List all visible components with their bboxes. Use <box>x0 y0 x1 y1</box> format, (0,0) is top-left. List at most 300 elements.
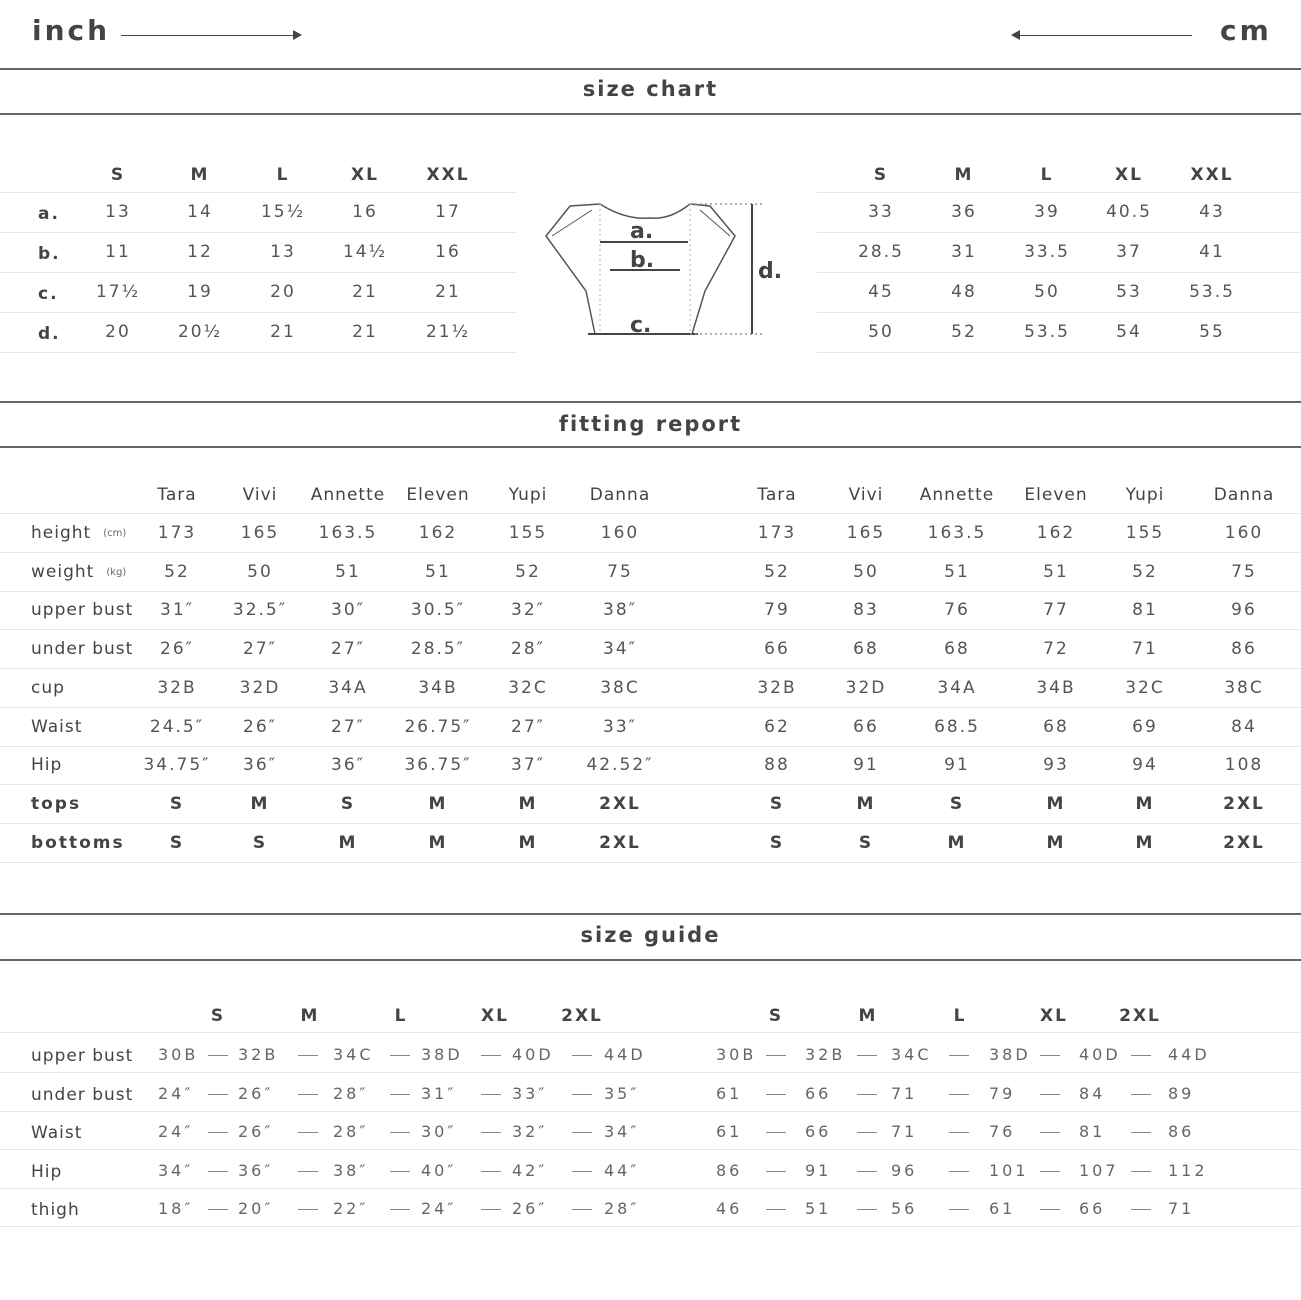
size-header: M <box>858 1006 878 1026</box>
range-dash <box>857 1171 877 1172</box>
inch-value: 20½ <box>177 322 223 342</box>
range-dash <box>298 1171 318 1172</box>
cm-value: 66 <box>764 639 790 660</box>
cm-value: 88 <box>764 755 790 776</box>
size-header: L <box>276 165 290 185</box>
size-header: S <box>873 165 889 185</box>
size-header: 2XL <box>1119 1006 1161 1026</box>
cm-value: 61 <box>716 1083 743 1103</box>
cm-value: 66 <box>853 716 879 737</box>
row-divider <box>0 513 1301 514</box>
inch-value: 14½ <box>342 242 388 262</box>
inch-value: 26″ <box>160 639 194 660</box>
inch-value: S <box>169 832 185 853</box>
cm-value: 32B <box>805 1045 846 1064</box>
section-divider <box>0 68 1301 70</box>
cm-value: 71 <box>891 1083 918 1103</box>
garment-diagram <box>540 196 800 346</box>
range-dash <box>208 1094 228 1095</box>
range-dash <box>572 1055 592 1056</box>
cm-value: 50 <box>853 561 879 582</box>
model-name: Tara <box>757 485 797 505</box>
cm-value: 89 <box>1168 1083 1195 1103</box>
row-unit: (kg) <box>106 566 127 578</box>
cm-value: 43 <box>1199 202 1225 222</box>
row-divider <box>0 1188 1301 1189</box>
range-dash <box>1131 1094 1151 1095</box>
size-header: XXL <box>426 165 470 185</box>
row-divider <box>0 784 1301 785</box>
size-header: M <box>300 1006 320 1026</box>
row-label-text: weight <box>31 561 95 582</box>
inch-value: 31″ <box>421 1083 457 1103</box>
arrow-head-left-icon <box>1011 30 1020 40</box>
cm-value: 68.5 <box>934 716 980 737</box>
cm-value: 30B <box>716 1045 757 1064</box>
inch-value: 155 <box>508 523 548 543</box>
range-dash <box>766 1132 786 1133</box>
range-dash <box>1040 1171 1060 1172</box>
cm-value: 108 <box>1224 755 1264 776</box>
inch-value: 35″ <box>604 1083 640 1103</box>
cm-value: 71 <box>1168 1199 1195 1218</box>
inch-value: 28.5″ <box>410 639 466 660</box>
cm-value: 66 <box>805 1122 832 1141</box>
range-dash <box>481 1055 501 1056</box>
inch-value: 173 <box>157 523 197 543</box>
fitting-row-label <box>31 639 133 659</box>
inch-value: 32B <box>238 1045 279 1064</box>
cm-value: 32B <box>757 677 797 698</box>
range-dash <box>572 1209 592 1210</box>
inch-value: 20 <box>270 282 296 302</box>
range-dash <box>208 1171 228 1172</box>
cm-value: 52 <box>764 561 790 582</box>
inch-value: 26″ <box>512 1199 548 1218</box>
row-label-text: under bust <box>31 639 134 660</box>
model-name: Eleven <box>1024 485 1088 505</box>
inch-value: 32.5″ <box>232 600 288 621</box>
size-header: L <box>394 1006 408 1026</box>
model-name: Danna <box>1213 485 1275 505</box>
guide-row-label: Hip <box>31 1161 63 1182</box>
inch-value: 13 <box>105 202 131 222</box>
inch-value: 34″ <box>158 1160 194 1180</box>
size-header: XL <box>481 1006 509 1026</box>
inch-value: 34B <box>418 677 458 698</box>
row-label-text: bottoms <box>31 832 125 853</box>
row-divider <box>817 352 1301 353</box>
row-label-text: Hip <box>31 755 63 776</box>
size-header: XL <box>351 165 379 185</box>
section-divider <box>0 959 1301 961</box>
cm-value: 76 <box>944 600 970 621</box>
inch-value: 36″ <box>238 1160 274 1180</box>
cm-value: 52 <box>951 322 977 342</box>
cm-value: 86 <box>1168 1122 1195 1141</box>
cm-value: 33 <box>868 202 894 222</box>
range-dash <box>949 1209 969 1210</box>
inch-unit-label: inch <box>32 14 111 47</box>
inch-value: 27″ <box>243 639 277 660</box>
cm-value: 46 <box>716 1199 743 1218</box>
cm-unit-label: cm <box>1220 14 1272 47</box>
row-divider <box>0 1149 1301 1150</box>
inch-value: 32″ <box>512 1122 548 1141</box>
inch-value: 18″ <box>158 1199 194 1218</box>
range-dash <box>572 1171 592 1172</box>
inch-value: 36″ <box>331 755 365 776</box>
model-name: Annette <box>310 485 386 505</box>
range-dash <box>208 1132 228 1133</box>
cm-value: 32D <box>845 677 887 698</box>
inch-value: 34.75″ <box>143 755 211 776</box>
cm-value: 86 <box>1231 639 1257 660</box>
inch-value: 33″ <box>603 716 637 737</box>
range-dash <box>857 1055 877 1056</box>
section-divider <box>0 113 1301 115</box>
range-dash <box>481 1171 501 1172</box>
range-dash <box>208 1209 228 1210</box>
cm-value: 93 <box>1043 755 1069 776</box>
inch-value: M <box>518 793 538 814</box>
model-name: Vivi <box>848 485 884 505</box>
range-dash <box>1040 1055 1060 1056</box>
guide-row-label: under bust <box>31 1084 134 1105</box>
cm-value: 54 <box>1116 322 1142 342</box>
cm-value: 31 <box>951 242 977 262</box>
size-chart-title: size chart <box>582 77 719 101</box>
range-dash <box>857 1094 877 1095</box>
row-label-text: cup <box>31 677 65 698</box>
range-dash <box>208 1055 228 1056</box>
inch-value: 42.52″ <box>586 755 654 776</box>
range-dash <box>857 1132 877 1133</box>
cm-value: 91 <box>944 755 970 776</box>
fitting-row-label <box>31 833 125 853</box>
range-dash <box>1131 1209 1151 1210</box>
inch-value: 21 <box>352 322 378 342</box>
cm-value: 86 <box>716 1160 743 1180</box>
row-divider <box>0 823 1301 824</box>
row-label: d. <box>38 324 61 344</box>
inch-value: 17½ <box>95 282 141 302</box>
cm-value: 51 <box>944 561 970 582</box>
inch-value: 22″ <box>333 1199 369 1218</box>
size-header: XXL <box>1190 165 1234 185</box>
cm-value: 165 <box>846 523 886 543</box>
cm-value: 94 <box>1132 755 1158 776</box>
section-divider <box>0 913 1301 915</box>
row-divider <box>0 1111 1301 1112</box>
cm-value: 2XL <box>1223 793 1265 814</box>
fitting-row-label <box>31 678 65 698</box>
cm-value: 44D <box>1168 1045 1210 1064</box>
diagram-label-b: b. <box>630 248 655 273</box>
inch-value: 30″ <box>421 1122 457 1141</box>
range-dash <box>1040 1209 1060 1210</box>
cm-value: 45 <box>868 282 894 302</box>
row-divider <box>0 552 1301 553</box>
cm-value: M <box>1135 793 1155 814</box>
row-divider <box>0 352 517 353</box>
cm-value: S <box>769 832 785 853</box>
cm-value: 53 <box>1116 282 1142 302</box>
inch-value: 27″ <box>511 716 545 737</box>
cm-value: 50 <box>1034 282 1060 302</box>
inch-value: 17 <box>435 202 461 222</box>
row-divider <box>0 629 1301 630</box>
cm-value: 91 <box>805 1160 832 1180</box>
cm-value: 68 <box>853 639 879 660</box>
diagram-label-d: d. <box>758 259 783 284</box>
cm-value: 77 <box>1043 600 1069 621</box>
inch-value: 34C <box>333 1045 374 1064</box>
inch-value: 2XL <box>599 832 641 853</box>
inch-value: 52 <box>164 561 190 582</box>
guide-row-label: upper bust <box>31 1046 134 1066</box>
cm-value: M <box>1046 832 1066 853</box>
cm-value: 36 <box>951 202 977 222</box>
cm-value: 32C <box>1125 677 1165 698</box>
cm-value: 61 <box>989 1199 1016 1218</box>
inch-value: 26″ <box>238 1083 274 1103</box>
inch-value: 32C <box>508 677 548 698</box>
cm-value: 101 <box>989 1160 1029 1180</box>
size-header: L <box>1040 165 1054 185</box>
arrow-head-right-icon <box>293 30 302 40</box>
size-header: 2XL <box>561 1006 603 1026</box>
inch-value: 38C <box>600 677 640 698</box>
cm-value: 37 <box>1116 242 1142 262</box>
inch-value: 163.5 <box>318 523 378 543</box>
guide-row-label: thigh <box>31 1200 80 1220</box>
inch-value: 51 <box>335 561 361 582</box>
cm-value: 76 <box>989 1122 1016 1141</box>
inch-value: 36.75″ <box>404 755 472 776</box>
diagram-label-c: c. <box>630 313 652 338</box>
inch-value: 42″ <box>512 1160 548 1180</box>
inch-value: 34″ <box>603 639 637 660</box>
inch-value: S <box>340 793 356 814</box>
range-dash <box>572 1132 592 1133</box>
cm-value: M <box>1046 793 1066 814</box>
cm-value: 162 <box>1036 523 1076 543</box>
size-header: XL <box>1115 165 1143 185</box>
cm-value: 84 <box>1079 1083 1106 1103</box>
model-name: Eleven <box>406 485 470 505</box>
inch-value: 44″ <box>604 1160 640 1180</box>
cm-value: 72 <box>1043 639 1069 660</box>
cm-value: 66 <box>805 1083 832 1103</box>
left-arrow-icon <box>1019 35 1192 36</box>
size-header: S <box>210 1006 226 1026</box>
cm-value: 66 <box>1079 1199 1106 1218</box>
model-name: Annette <box>919 485 995 505</box>
cm-value: 34B <box>1036 677 1076 698</box>
row-label-text: height <box>31 523 92 543</box>
cm-value: 51 <box>1043 561 1069 582</box>
right-arrow-icon <box>121 35 296 36</box>
inch-value: M <box>518 832 538 853</box>
range-dash <box>390 1171 410 1172</box>
cm-value: 48 <box>951 282 977 302</box>
inch-value: 21½ <box>425 322 471 342</box>
inch-value: M <box>428 793 448 814</box>
row-unit: (cm) <box>103 528 127 539</box>
inch-value: 40D <box>512 1045 554 1064</box>
cm-value: 163.5 <box>927 523 987 543</box>
inch-value: 162 <box>418 523 458 543</box>
row-divider <box>817 312 1301 313</box>
inch-value: 19 <box>187 282 213 302</box>
inch-value: 28″ <box>333 1083 369 1103</box>
inch-value: 75 <box>607 561 633 582</box>
cm-value: 75 <box>1231 561 1257 582</box>
range-dash <box>1131 1132 1151 1133</box>
cm-value: 81 <box>1079 1122 1106 1141</box>
cm-value: 61 <box>716 1122 743 1141</box>
row-divider <box>817 232 1301 233</box>
cm-value: 40D <box>1079 1045 1121 1064</box>
inch-value: 21 <box>435 282 461 302</box>
cm-value: 62 <box>764 716 790 737</box>
inch-value: 34″ <box>604 1122 640 1141</box>
cm-value: 68 <box>1043 716 1069 737</box>
inch-value: 24″ <box>158 1122 194 1141</box>
cm-value: 112 <box>1168 1160 1208 1180</box>
inch-value: 28″ <box>604 1199 640 1218</box>
inch-value: 24″ <box>158 1083 194 1103</box>
row-label-text: tops <box>31 793 82 814</box>
range-dash <box>1040 1094 1060 1095</box>
inch-value: 51 <box>425 561 451 582</box>
cm-value: 34C <box>891 1045 932 1064</box>
cm-value: 91 <box>853 755 879 776</box>
range-dash <box>766 1094 786 1095</box>
inch-value: 27″ <box>331 639 365 660</box>
cm-value: M <box>1135 832 1155 853</box>
cm-value: 28.5 <box>858 242 904 262</box>
cm-value: 39 <box>1034 202 1060 222</box>
cm-value: 2XL <box>1223 832 1265 853</box>
row-divider <box>0 1072 1301 1073</box>
row-divider <box>817 192 1301 193</box>
range-dash <box>1131 1171 1151 1172</box>
inch-value: 38″ <box>603 600 637 621</box>
inch-value: 34A <box>328 677 368 698</box>
inch-value: 38D <box>421 1045 463 1064</box>
fitting-row-label <box>31 717 82 737</box>
inch-value: 38″ <box>333 1160 369 1180</box>
cm-value: 160 <box>1224 523 1264 543</box>
range-dash <box>298 1094 318 1095</box>
range-dash <box>298 1209 318 1210</box>
size-header: M <box>190 165 210 185</box>
cm-value: 52 <box>1132 561 1158 582</box>
row-divider <box>0 668 1301 669</box>
model-name: Tara <box>157 485 197 505</box>
inch-value: 44D <box>604 1045 646 1064</box>
section-divider <box>0 446 1301 448</box>
cm-value: S <box>949 793 965 814</box>
inch-value: 31″ <box>160 600 194 621</box>
range-dash <box>766 1055 786 1056</box>
inch-value: 21 <box>352 282 378 302</box>
range-dash <box>572 1094 592 1095</box>
cm-value: M <box>856 793 876 814</box>
section-divider <box>0 401 1301 403</box>
cm-value: 96 <box>1231 600 1257 621</box>
inch-value: S <box>252 832 268 853</box>
cm-value: 84 <box>1231 716 1257 737</box>
cm-value: 34A <box>937 677 977 698</box>
inch-value: 24″ <box>421 1199 457 1218</box>
row-divider <box>0 192 517 193</box>
inch-value: 27″ <box>331 716 365 737</box>
cm-value: 79 <box>989 1083 1016 1103</box>
cm-value: 55 <box>1199 322 1225 342</box>
diagram-label-a: a. <box>630 219 654 244</box>
inch-value: 26″ <box>243 716 277 737</box>
size-header: S <box>110 165 126 185</box>
inch-value: M <box>428 832 448 853</box>
inch-value: 40″ <box>421 1160 457 1180</box>
inch-value: 165 <box>240 523 280 543</box>
cm-value: 38C <box>1224 677 1264 698</box>
inch-value: 11 <box>105 242 131 262</box>
fitting-row-label <box>31 562 126 582</box>
range-dash <box>766 1209 786 1210</box>
row-divider <box>0 312 517 313</box>
cm-value: 173 <box>757 523 797 543</box>
inch-value: M <box>338 832 358 853</box>
model-name: Yupi <box>508 485 548 505</box>
cm-value: 40.5 <box>1106 202 1152 222</box>
cm-value: 71 <box>1132 639 1158 660</box>
inch-value: 32B <box>157 677 197 698</box>
cm-value: S <box>858 832 874 853</box>
cm-value: 107 <box>1079 1160 1119 1180</box>
row-divider <box>817 272 1301 273</box>
cm-value: 81 <box>1132 600 1158 621</box>
inch-value: 20 <box>105 322 131 342</box>
inch-value: 16 <box>435 242 461 262</box>
row-label-text: upper bust <box>31 600 134 621</box>
inch-value: 26″ <box>238 1122 274 1141</box>
model-name: Danna <box>589 485 651 505</box>
inch-value: 50 <box>247 561 273 582</box>
cm-value: 51 <box>805 1199 832 1218</box>
row-label: c. <box>38 284 59 304</box>
size-header: XL <box>1040 1006 1068 1026</box>
range-dash <box>390 1055 410 1056</box>
range-dash <box>949 1132 969 1133</box>
cm-value: 56 <box>891 1199 918 1218</box>
inch-value: 28″ <box>511 639 545 660</box>
fitting-row-label <box>31 794 81 814</box>
cm-value: 53.5 <box>1189 282 1235 302</box>
cm-value: 38D <box>989 1045 1031 1064</box>
inch-value: 160 <box>600 523 640 543</box>
inch-value: 2XL <box>599 793 641 814</box>
cm-value: 33.5 <box>1024 242 1070 262</box>
inch-value: 21 <box>270 322 296 342</box>
inch-value: S <box>169 793 185 814</box>
inch-value: 12 <box>187 242 213 262</box>
inch-value: 24.5″ <box>149 716 205 737</box>
row-divider <box>0 1226 1301 1227</box>
